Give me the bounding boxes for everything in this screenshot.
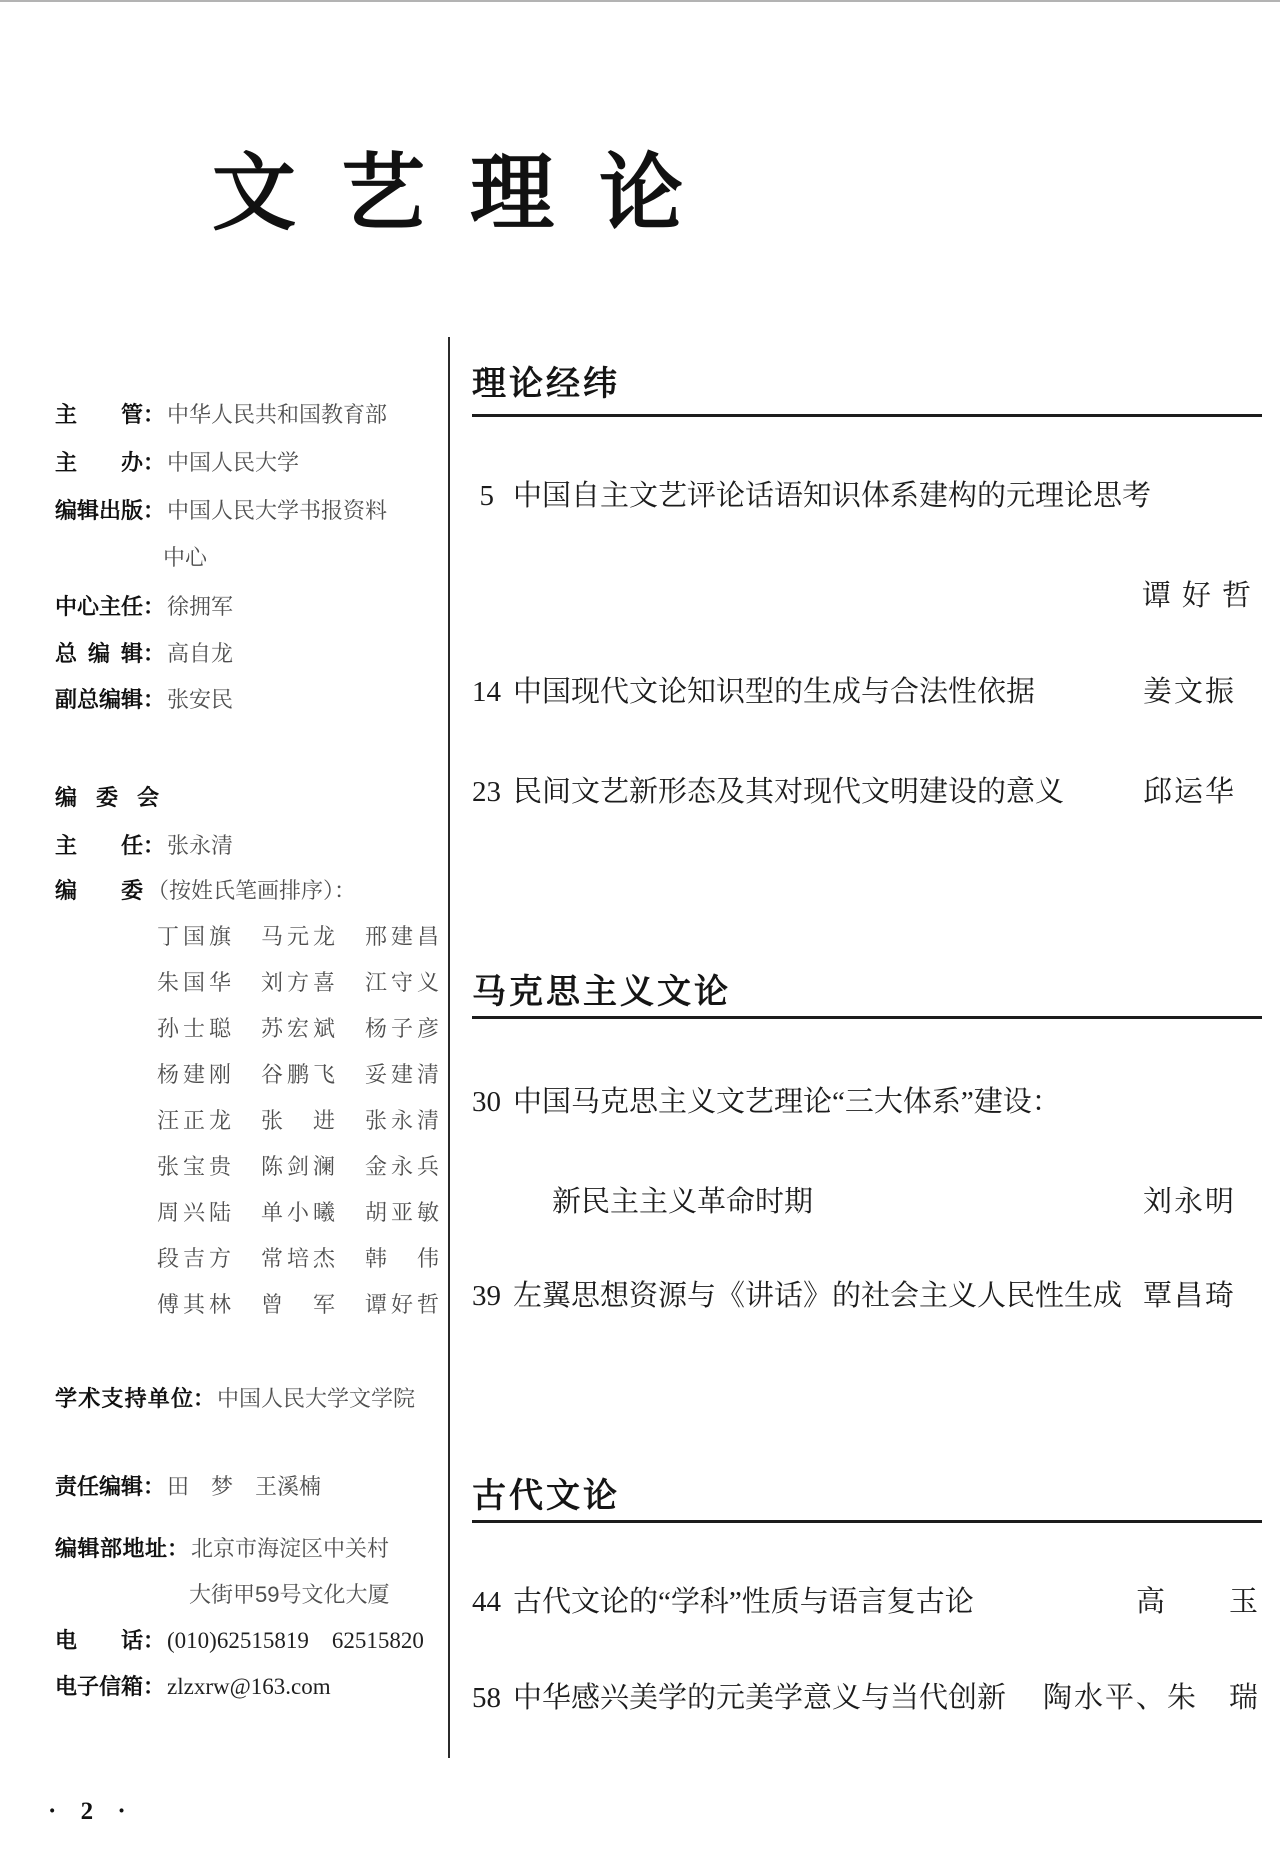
entry-author: 覃昌琦 [1142,1280,1236,1312]
row-label: 副总编辑 [55,687,144,712]
masthead-row-chief-editor [55,641,233,667]
toc-entry [472,1082,1262,1122]
colon: ： [143,641,166,666]
row-label: 主管 [55,402,143,427]
board-member: 妥建清 [365,1062,444,1087]
masthead-row-organizer [55,450,299,476]
colon: ： [193,1386,216,1411]
entry-title: 中国马克思主义文艺理论“三大体系”建设： [513,1086,1061,1118]
board-members-row [55,878,356,904]
board-member: 金永兵 [365,1154,444,1179]
page-number: · 2 · [48,1798,135,1825]
toc-entry [472,772,1262,812]
row-label: 主任 [55,833,143,858]
entry-author: 谭好哲 [1141,580,1262,612]
board-member: 胡亚敏 [365,1200,444,1225]
colon: ： [143,1628,166,1653]
section-rule [472,1016,1262,1019]
masthead-row-address-cont: 大街甲59号文化大厦 [189,1582,390,1607]
board-member: 常培杰 [261,1246,340,1271]
masthead-row-supervisor [55,402,387,428]
entry-author: 姜文振 [1142,676,1236,708]
board-members-list [157,924,443,1318]
colon: ： [143,450,166,475]
masthead-row-phone [55,1628,424,1654]
entry-page-number: 30 [472,1086,501,1118]
toc-entry [472,672,1262,712]
colon: ： [143,1674,166,1699]
section-heading-marxist: 马克思主义文论 [472,973,731,1011]
row-value: 中华人民共和国教育部 [167,402,388,427]
journal-title: 文艺理论 [212,148,729,241]
toc-entry [472,1276,1262,1316]
section-heading-theory: 理论经纬 [472,365,620,403]
board-member: 丁国旗 [157,924,236,949]
section-rule [472,1520,1262,1523]
row-label: 编辑部地址 [55,1536,167,1561]
board-member: 张永清 [365,1108,444,1133]
board-member: 张宝贵 [157,1154,236,1179]
board-member: 谷鹏飞 [261,1062,340,1087]
board-chair-row [55,833,233,859]
board-member: 周兴陆 [157,1200,236,1225]
row-value: 中国人民大学书报资料 [167,498,388,523]
row-value: 中国人民大学 [167,450,300,475]
entry-author: 高 玉 [1135,1586,1260,1618]
entry-page-number: 39 [472,1280,501,1312]
row-value: 中国人民大学文学院 [217,1386,416,1411]
board-member: 段吉方 [157,1246,236,1271]
entry-title-line2: 新民主主义革命时期 [552,1186,814,1218]
row-value: 高自龙 [167,641,234,666]
masthead-row-publisher-cont: 中心 [163,545,208,570]
editorial-board-heading: 编委会 [55,785,179,810]
masthead-row-center-director [55,594,233,620]
toc-entry [472,476,1262,516]
board-member: 傅其林 [157,1292,236,1317]
entry-title: 中国现代文论知识型的生成与合法性依据 [513,676,1036,708]
entry-author: 刘永明 [1142,1186,1236,1218]
row-label: 编委 [55,878,143,903]
toc-entry-continuation [472,1182,1262,1222]
members-sort-note: （按姓氏笔画排序）： [147,878,357,903]
board-member: 单小曦 [261,1200,340,1225]
section-rule [472,414,1262,417]
entry-title: 民间文艺新形态及其对现代文明建设的意义 [513,776,1065,808]
masthead-row-email [55,1674,331,1700]
page-top-edge [0,0,1280,2]
entry-title: 中华感兴美学的元美学意义与当代创新 [513,1682,1007,1714]
board-member: 曾 军 [261,1292,340,1317]
row-label: 主办 [55,450,143,475]
section-heading-classical: 古代文论 [472,1477,620,1515]
column-divider [448,337,450,1758]
row-label: 电子信箱 [55,1674,144,1699]
board-member: 朱国华 [157,970,236,995]
colon: ： [143,402,166,427]
entry-title: 中国自主文艺评论话语知识体系建构的元理论思考 [513,480,1152,512]
entry-page-number: 58 [472,1682,501,1714]
entry-page-number: 44 [472,1586,501,1618]
entry-page-number: 14 [472,676,501,708]
entry-page-number: 23 [472,776,501,808]
row-value: 徐拥军 [167,594,234,619]
entry-title: 左翼思想资源与《讲话》的社会主义人民性生成 [513,1280,1123,1312]
entry-page-number: 5 [479,480,494,512]
colon: ： [143,498,166,523]
board-member: 汪正龙 [157,1108,236,1133]
masthead-row-deputy-editor [55,687,233,713]
entry-author: 陶水平、朱 瑞 [1042,1682,1260,1714]
row-label: 责任编辑 [55,1474,144,1499]
masthead-row-academic-support [55,1386,415,1412]
row-label: 电话 [55,1628,143,1653]
board-member: 苏宏斌 [261,1016,340,1041]
board-member: 杨子彦 [365,1016,444,1041]
entry-author: 邱运华 [1142,776,1236,808]
masthead-row-address [55,1536,389,1562]
board-member: 江守义 [365,970,444,995]
board-member: 孙士聪 [157,1016,236,1041]
colon: ： [143,1474,166,1499]
toc-entry [472,1582,1262,1622]
masthead-row-publisher [55,498,387,524]
row-value: 田 梦 王溪楠 [167,1474,322,1499]
board-member: 韩 伟 [365,1246,444,1271]
colon: ： [143,687,166,712]
entry-title: 古代文论的“学科”性质与语言复古论 [513,1586,974,1618]
board-member: 杨建刚 [157,1062,236,1087]
toc-entry [472,1678,1262,1718]
email-address: zlzxrw@163.com [167,1674,331,1699]
row-label: 总编辑 [55,641,143,666]
board-member: 邢建昌 [365,924,444,949]
toc-entry-author-row [472,576,1262,616]
row-label: 学术支持单位 [55,1386,193,1411]
board-member: 刘方喜 [261,970,340,995]
colon: ： [143,833,166,858]
masthead-row-responsible-editors [55,1474,321,1500]
board-member: 马元龙 [261,924,340,949]
phone-number: (010)62515819 62515820 [167,1628,424,1653]
row-value: 张永清 [167,833,234,858]
board-member: 谭好哲 [365,1292,444,1317]
board-member: 张 进 [261,1108,340,1133]
colon: ： [143,594,166,619]
colon: ： [167,1536,190,1561]
row-label: 编辑出版 [55,498,144,523]
row-value: 北京市海淀区中关村 [191,1536,390,1561]
board-member: 陈剑澜 [261,1154,340,1179]
row-label: 中心主任 [55,594,144,619]
row-value: 张安民 [167,687,234,712]
